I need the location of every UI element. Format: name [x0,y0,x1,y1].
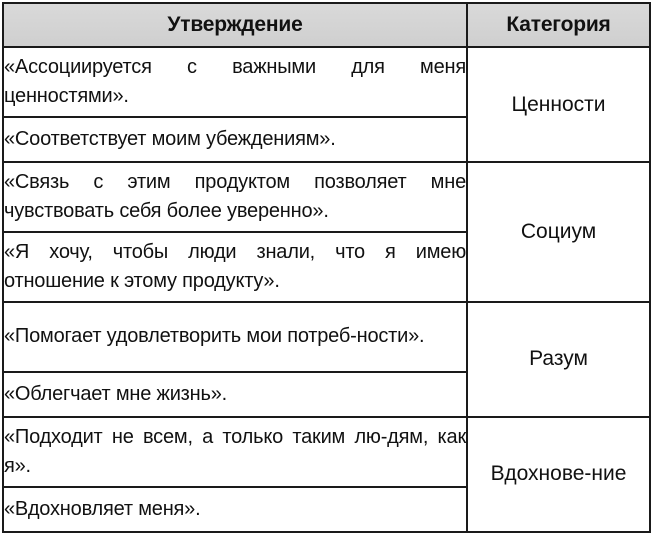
statement-cell: «Связь с этим продуктом позволяет мне чувствовать себя более уверенно». [3,162,467,232]
statement-cell: «Ассоциируется с важными для меня ценностями». [3,47,467,117]
statement-cell: «Подходит не всем, а только таким лю-дям, как я». [3,417,467,487]
category-cell: Вдохнове-ние [467,417,650,532]
statement-cell: «Вдохновляет меня». [3,487,467,532]
statement-cell: «Я хочу, чтобы люди знали, что я имею отношение к этому продукту». [3,232,467,302]
table-row [3,417,650,487]
category-cell: Разум [467,302,650,417]
header-row [3,3,650,47]
category-cell: Ценности [467,47,650,162]
header-category: Категория [467,3,650,47]
statement-cell: «Помогает удовлетворить мои потреб-ности». [3,302,467,372]
header-statement: Утверждение [3,3,467,47]
category-cell: Социум [467,162,650,302]
table-row [3,47,650,117]
statement-cell: «Облегчает мне жизнь». [3,372,467,417]
table-row [3,162,650,232]
statement-category-table [2,2,651,533]
statement-cell: «Соответствует моим убеждениям». [3,117,467,162]
table-row [3,302,650,372]
